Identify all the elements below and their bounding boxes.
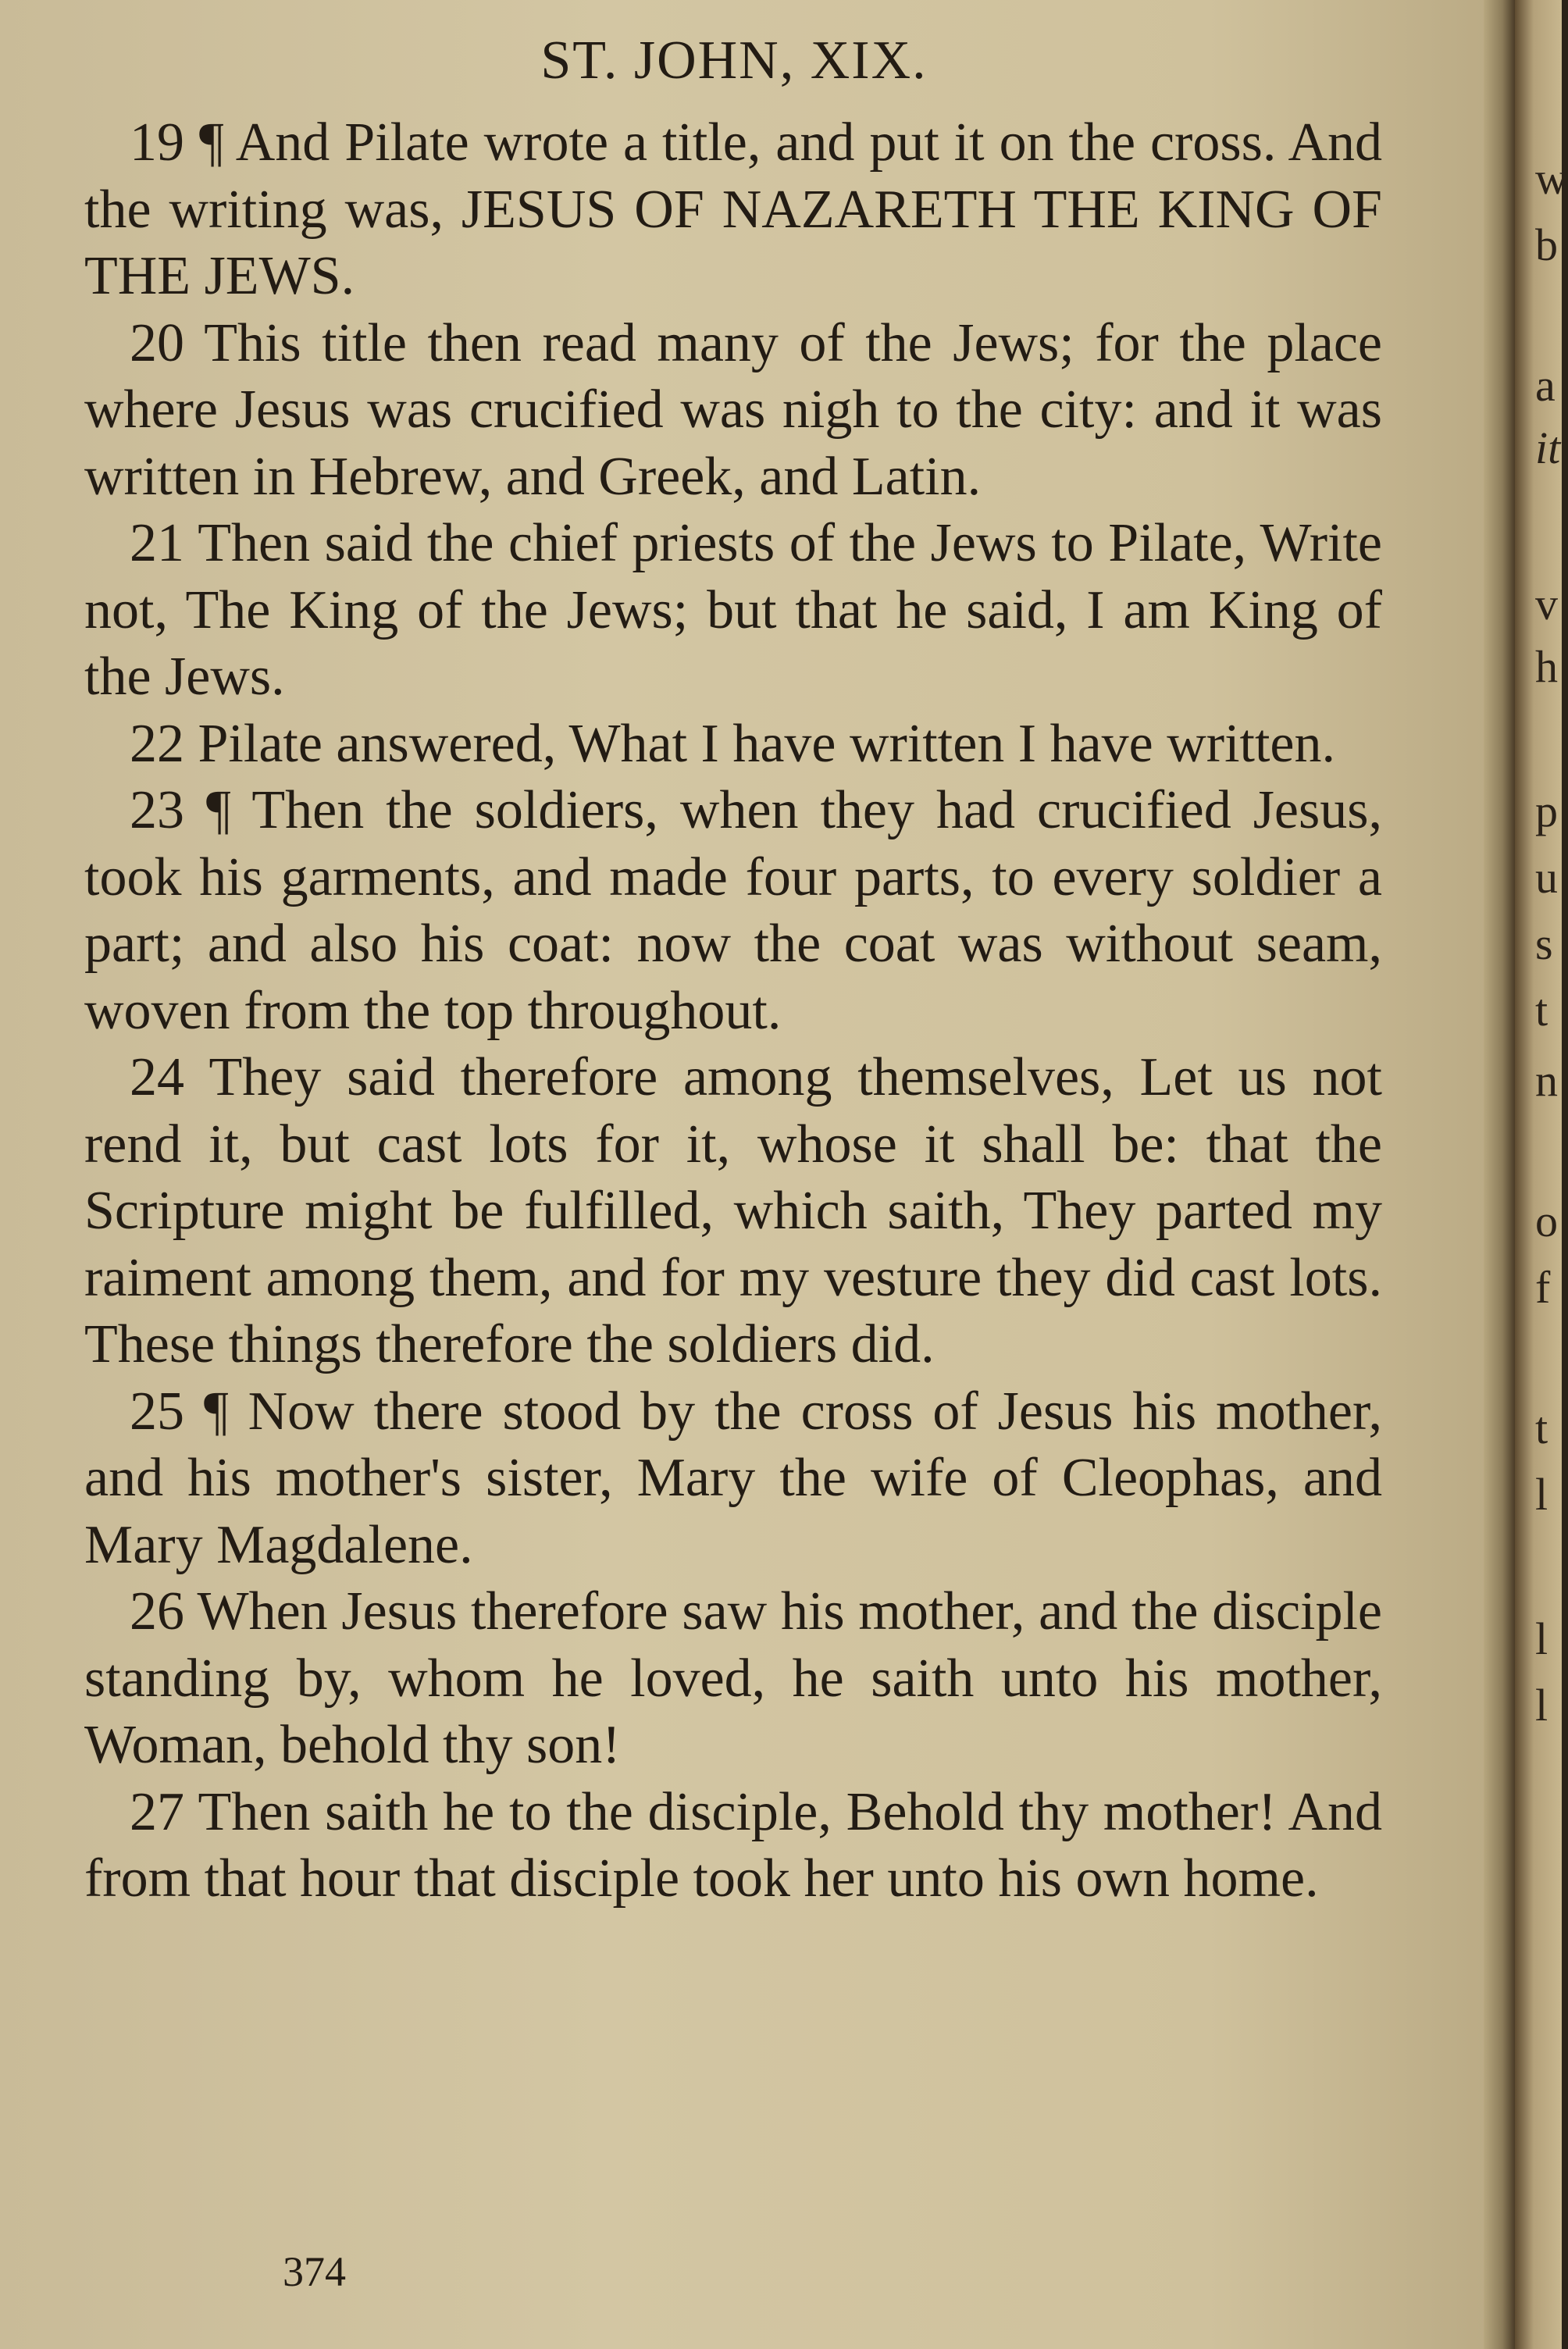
verse-22: 22 Pilate answered, What I have written I have written. <box>130 713 1335 774</box>
edge-letter: t <box>1535 1403 1548 1453</box>
verse-21: 21 Then said the chief priests of the Jews to Pilate, Write not, The King of the Jews; but that he said, I am King of the Jews. <box>84 513 1382 707</box>
book-gutter <box>1484 0 1515 2349</box>
verse-24: 24 They said therefore among themselves, Let us not rend it, but cast lots for it, whose it shall be: that the Scripture might be fulfilled, which saith, They parted my raiment among them, and for my vesture they did cast lots. These things therefore the soldiers did. <box>84 1047 1382 1374</box>
page-number: 374 <box>283 2248 346 2295</box>
edge-letter: p <box>1535 786 1558 836</box>
verse-text <box>84 109 1382 1912</box>
verse-23: 23 ¶ Then the soldiers, when they had crucified Jesus, took his garments, and made four parts, to every soldier a part; and also his coat: now the coat was without seam, woven from the top throughout. <box>84 780 1382 1041</box>
edge-letter: b <box>1535 219 1558 270</box>
edge-letter: f <box>1535 1262 1551 1313</box>
verse-26: 26 When Jesus therefore saw his mother, and the disciple standing by, whom he loved, he saith unto his mother, Woman, behold thy son! <box>84 1581 1382 1775</box>
edge-letter: l <box>1535 1613 1548 1664</box>
verse-19: 19 ¶ And Pilate wrote a title, and put it on the cross. And the writing was, JESUS OF NAZARETH THE KING OF THE JEWS. <box>84 112 1382 306</box>
edge-letter: l <box>1535 1680 1548 1731</box>
edge-letter: o <box>1535 1196 1558 1246</box>
verse-25: 25 ¶ Now there stood by the cross of Jesus his mother, and his mother's sister, Mary the wife of Cleophas, and Mary Magdalene. <box>84 1381 1382 1575</box>
edge-letter: s <box>1535 918 1553 969</box>
edge-letter: u <box>1535 852 1558 903</box>
verse-20: 20 This title then read many of the Jews; for the place where Jesus was crucified was nigh to the city: and it was written in Hebrew, and Greek, and Latin. <box>84 312 1382 507</box>
edge-letter: it <box>1535 422 1561 473</box>
edge-letter: h <box>1535 641 1558 692</box>
edge-letter: l <box>1535 1469 1548 1520</box>
verse-27: 27 Then saith he to the disciple, Behold thy mother! And from that hour that disciple took her unto his own home. <box>84 1781 1382 1909</box>
edge-letter: t <box>1535 985 1548 1035</box>
edge-letter: n <box>1535 1055 1558 1106</box>
edge-letter: w <box>1535 153 1568 204</box>
edge-letter: a <box>1535 360 1556 411</box>
running-header: ST. JOHN, XIX. <box>540 30 928 91</box>
next-page-edge <box>1515 0 1568 2349</box>
edge-letter: v <box>1535 579 1558 629</box>
